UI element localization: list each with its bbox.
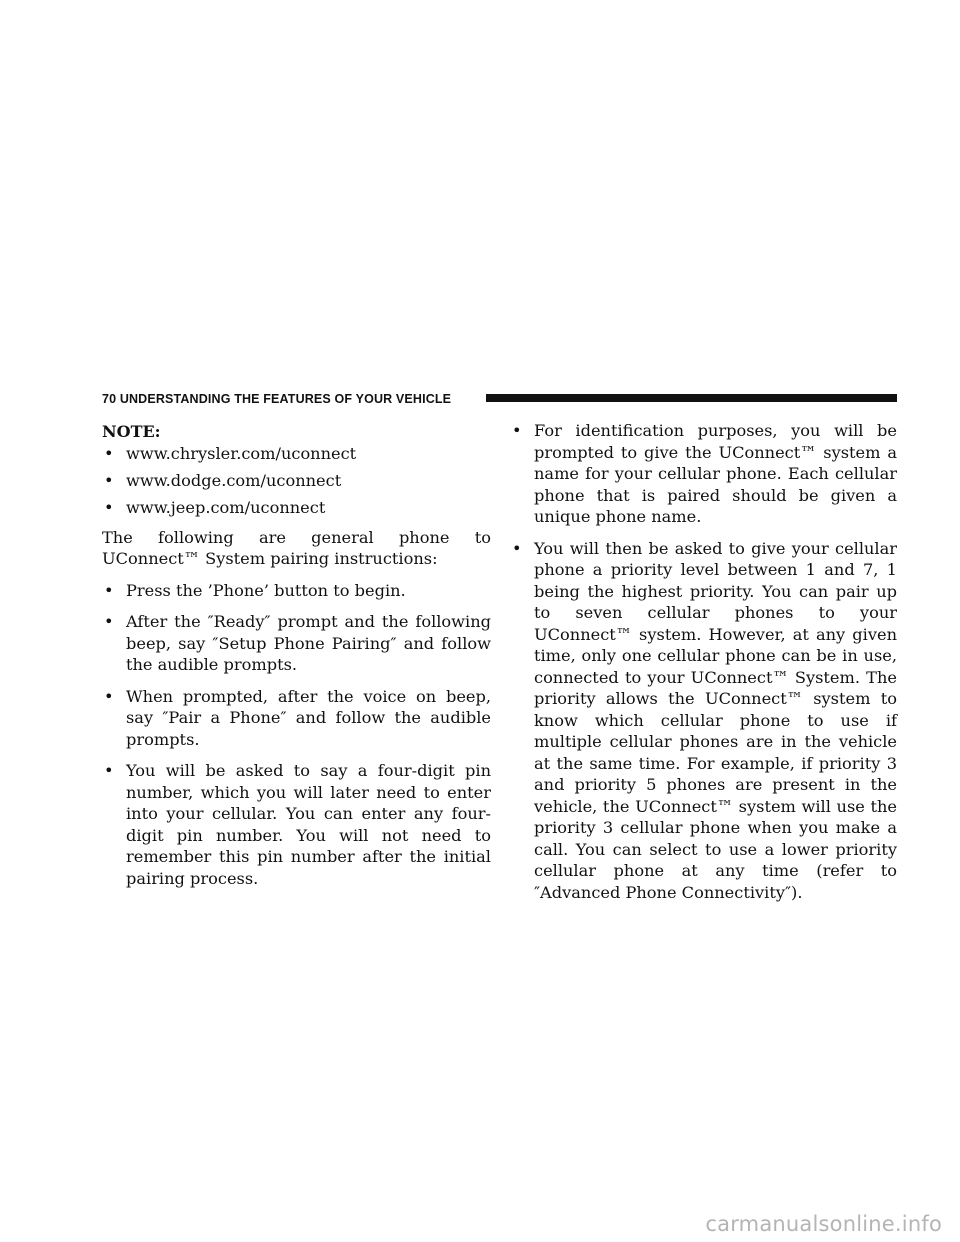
list-item (102, 443, 491, 465)
list-item (102, 497, 491, 519)
bullet-dot: • (104, 761, 114, 780)
right-column (510, 420, 897, 913)
bullet-text: Press the ’Phone’ button to begin. (126, 580, 406, 600)
page-header (102, 391, 897, 407)
jeep-link: www.jeep.com/uconnect (126, 498, 326, 517)
list-item (510, 538, 897, 904)
intro-paragraph: The following are general phone to UConnect™ System pairing instructions: (102, 527, 491, 568)
header-rule (486, 394, 897, 402)
page-header-text: 70 UNDERSTANDING THE FEATURES OF YOUR VEHICLE (102, 392, 452, 406)
list-item (102, 580, 491, 602)
list-item (510, 420, 897, 528)
bullet-text: After the ″Ready″ prompt and the following beep, say ″Setup Phone Pairing″ and follow the audible prompts. (126, 612, 491, 674)
bullet-dot: • (104, 686, 114, 706)
bullet-text: You will then be asked to give your cellular phone a priority level between 1 and 7, 1 being the highest priority. You can pair up to seven cellular phones to your UConnect™ system. However, at any given time, only one cellular phone can be in use, connected to your UConnect™ System. The priority allows the UConnect™ system to know which cellular phone to use if multiple cellular phones are in the vehicle at the same time. For example, if priority 3 and priority 5 phones are present in the vehicle, the UConnect™ system will use the priority 3 cellular phone when you make a call. You can select to use a lower priority cellular phone at any time (refer to ″Advanced Phone Connectivity″). (534, 538, 897, 902)
bullet-dot: • (104, 444, 114, 463)
chrysler-link: www.chrysler.com/uconnect (126, 444, 357, 463)
bullet-dot: • (512, 421, 522, 440)
note-title: NOTE: (102, 422, 161, 441)
bullet-text: When prompted, after the voice on beep, say ″Pair a Phone″ and follow the audible prompts. (126, 686, 491, 749)
bullet-text: You will be asked to say a four-digit pin number, which you will later need to enter into your cellular. You can enter any four-digit pin number. You will not need to remember this pin number after the initial pairing process. (126, 761, 491, 888)
list-item (102, 611, 491, 676)
list-item (102, 686, 491, 751)
bullet-dot: • (104, 580, 114, 600)
list-item (102, 470, 491, 492)
bullet-text: For identification purposes, you will be prompted to give the UConnect™ system a name for your cellular phone. Each cellular phone that is paired should be given a unique phone name. (534, 421, 897, 526)
left-column (102, 420, 491, 899)
dodge-link: www.dodge.com/uconnect (126, 471, 342, 490)
bullet-dot: • (104, 612, 114, 631)
bullet-dot: • (104, 498, 114, 517)
list-item (102, 760, 491, 889)
watermark: carmanualsonline.info (705, 1212, 942, 1236)
bullet-dot: • (512, 538, 522, 558)
bullet-dot: • (104, 471, 114, 490)
